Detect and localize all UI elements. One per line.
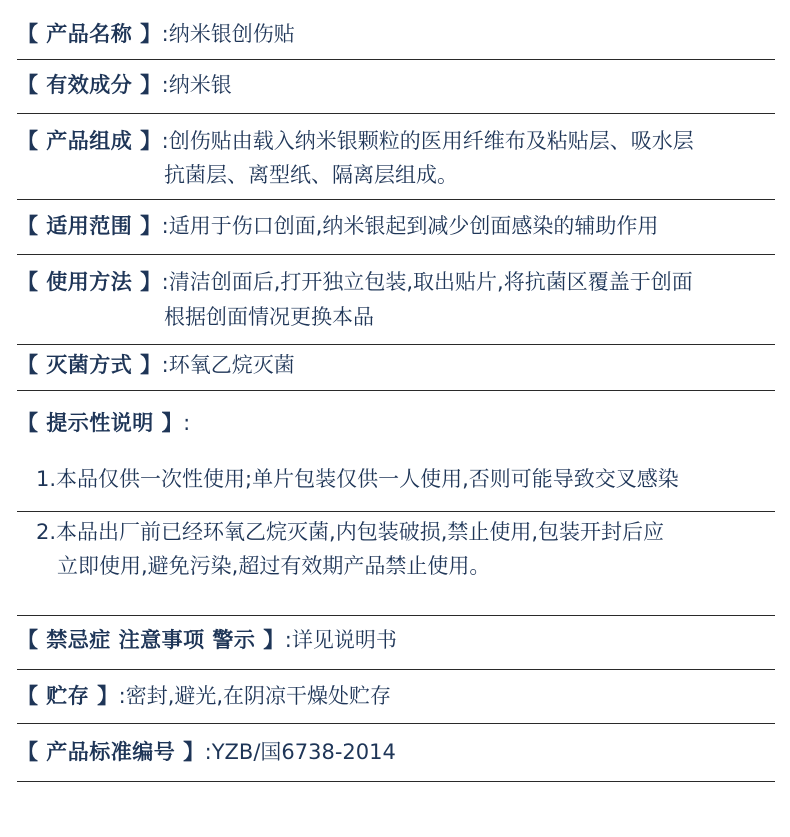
- standard-value: :YZB/国6738-2014: [204, 740, 396, 764]
- notes-value: :: [183, 411, 191, 435]
- row-contraindications: [17, 616, 775, 670]
- scope-label: 【 适用范围 】: [17, 214, 162, 238]
- contraindications-label: 【 禁忌症 注意事项 警示 】: [17, 628, 285, 652]
- ingredient-value: :纳米银: [161, 73, 232, 97]
- row-notes-item2: [17, 511, 775, 616]
- row-storage: [17, 670, 775, 724]
- composition-value-line1: :创伤贴由载入纳米银颗粒的医用纤维布及粘贴层、吸水层: [161, 129, 694, 153]
- row-standard: [17, 724, 775, 782]
- usage-value-line1: :清洁创面后,打开独立包装,取出贴片,将抗菌区覆盖于创面: [161, 270, 693, 294]
- ingredient-label: 【 有效成分 】: [17, 73, 162, 97]
- standard-label: 【 产品标准编号 】: [17, 740, 205, 764]
- row-active-ingredient: [17, 60, 775, 114]
- row-scope: [17, 200, 775, 255]
- note-item-2-line1: 2.本品出厂前已经环氧乙烷灭菌,内包装破损,禁止使用,包装开封后应: [36, 520, 665, 544]
- storage-value: :密封,避光,在阴凉干燥处贮存: [118, 684, 392, 708]
- scope-value: :适用于伤口创面,纳米银起到减少创面感染的辅助作用: [161, 214, 659, 238]
- composition-value-line2: 抗菌层、离型纸、隔离层组成。: [164, 163, 458, 187]
- composition-label: 【 产品组成 】: [17, 129, 162, 153]
- notes-label: 【 提示性说明 】: [17, 411, 184, 435]
- note-item-2-line2: 立即使用,避免污染,超过有效期产品禁止使用。: [57, 554, 491, 578]
- row-usage: [17, 255, 775, 345]
- usage-label: 【 使用方法 】: [17, 270, 162, 294]
- note-item-1: 1.本品仅供一次性使用;单片包装仅供一人使用,否则可能导致交叉感染: [36, 467, 679, 491]
- row-product-name: [17, 0, 775, 60]
- usage-value-line2: 根据创面情况更换本品: [164, 305, 374, 329]
- row-composition: [17, 114, 775, 200]
- row-notes: [17, 391, 775, 511]
- row-sterilization: [17, 345, 775, 391]
- storage-label: 【 贮存 】: [17, 684, 119, 708]
- sterilization-value: :环氧乙烷灭菌: [161, 353, 295, 377]
- product-name-label: 【 产品名称 】: [17, 22, 162, 46]
- product-name-value: :纳米银创伤贴: [161, 22, 295, 46]
- product-spec-sheet: [17, 0, 775, 782]
- contraindications-value: :详见说明书: [284, 628, 397, 652]
- sterilization-label: 【 灭菌方式 】: [17, 353, 162, 377]
